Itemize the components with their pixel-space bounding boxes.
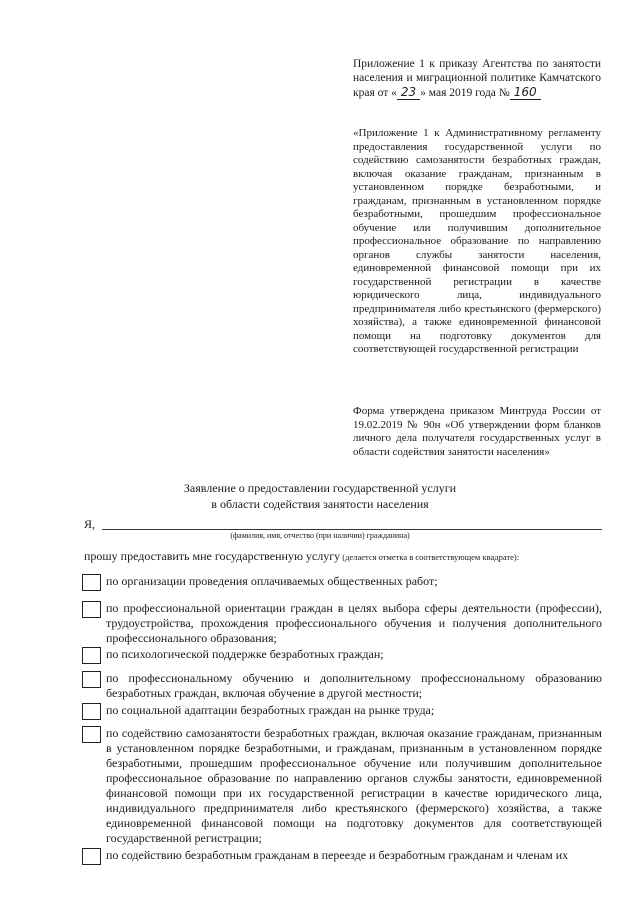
request-line (84, 549, 614, 564)
form-note-text: Форма утверждена приказом Минтруда России от 19.02.2019 № 90н «Об утверждении форм бланков личного дела получателя государственных услуг в области содействия занятости населения» (353, 405, 601, 458)
option-item (82, 726, 602, 846)
applicant-name-row (84, 517, 602, 531)
option-checkbox[interactable] (82, 574, 101, 591)
option-checkbox[interactable] (82, 647, 101, 664)
option-checkbox[interactable] (82, 848, 101, 865)
option-checkbox[interactable] (82, 601, 101, 618)
applicant-name-field[interactable] (102, 529, 602, 530)
form-approval-note (353, 405, 601, 459)
option-checkbox[interactable] (82, 703, 101, 720)
option-label: по профессиональной ориентации граждан в целях выбора сферы деятельности (профессии), трудоустройства, прохождения профессионального обучения и получения дополнительного профессионального образования; (106, 601, 602, 645)
option-item (82, 574, 602, 589)
option-label: по профессиональному обучению и дополнительному профессиональному образованию безработных граждан, включая обучение в другой местности; (106, 671, 602, 700)
option-label: по содействию безработным гражданам в переезде и безработным гражданам и членам их (106, 848, 569, 862)
request-note: (делается отметка в соответствующем квадрате): (340, 552, 520, 562)
title-line-2: в области содействия занятости населения (211, 497, 429, 511)
option-item (82, 647, 602, 662)
option-item (82, 848, 602, 863)
reglament-reference (353, 127, 601, 357)
appendix-text-a: Приложение 1 к приказу Агентства по занятости населения и миграционной политике Камчатского края от « (353, 58, 601, 99)
option-item (82, 601, 602, 646)
option-item (82, 671, 602, 701)
appendix-header (353, 57, 601, 100)
option-checkbox[interactable] (82, 726, 101, 743)
applicant-label: Я, (84, 517, 96, 531)
applicant-name-hint: (фамилия, имя, отчество (при наличии) гражданина) (230, 531, 410, 540)
option-label: по содействию самозанятости безработных граждан, включая оказание гражданам, признанным в установленном порядке безработными, и гражданам, признанным в установленном порядке безработными, прошедшим профессиональное обучение или получившим дополнительное профессиональное образование по направлению органов службы занятости, единовременной финансовой помощи при их государственной регистрации в качестве юридического лица, индивидуального предпринимателя либо крестьянского (фермерского) хозяйства, а также единовременной финансовой помощи на подготовку документов для соответствующей государственной регистрации; (106, 726, 602, 845)
title-line-1: Заявление о предоставлении государственной услуги (183, 481, 457, 495)
option-checkbox[interactable] (82, 671, 101, 688)
appendix-text-b: » мая 2019 года № (420, 87, 510, 99)
request-text: прошу предоставить мне государственную услугу (84, 549, 341, 563)
handwritten-day: 23 (397, 85, 420, 100)
option-item (82, 703, 602, 718)
reglament-text: «Приложение 1 к Административному регламенту предоставления государственной услуги по содействию самозанятости безработных граждан, включая оказание гражданам, признанным в установленном порядке безработными, и гражданам, признанным в установленном порядке безработными, прошедшим профессиональное обучение или получившим дополнительное профессиональное образование по направлению органов службы занятости населения, единовременной финансовой помощи при их государственной регистрации в качестве юридического лица, индивидуального предпринимателя либо крестьянского (фермерского) хозяйства), а также единовременной финансовой помощи на подготовку документов для соответствующей государственной регистрации (353, 127, 601, 355)
option-label: по организации проведения оплачиваемых общественных работ; (106, 574, 438, 588)
option-label: по социальной адаптации безработных граждан на рынке труда; (106, 703, 435, 717)
option-label: по психологической поддержке безработных граждан; (106, 647, 384, 661)
document-title (0, 480, 640, 512)
handwritten-order-number: 160 (510, 85, 541, 100)
